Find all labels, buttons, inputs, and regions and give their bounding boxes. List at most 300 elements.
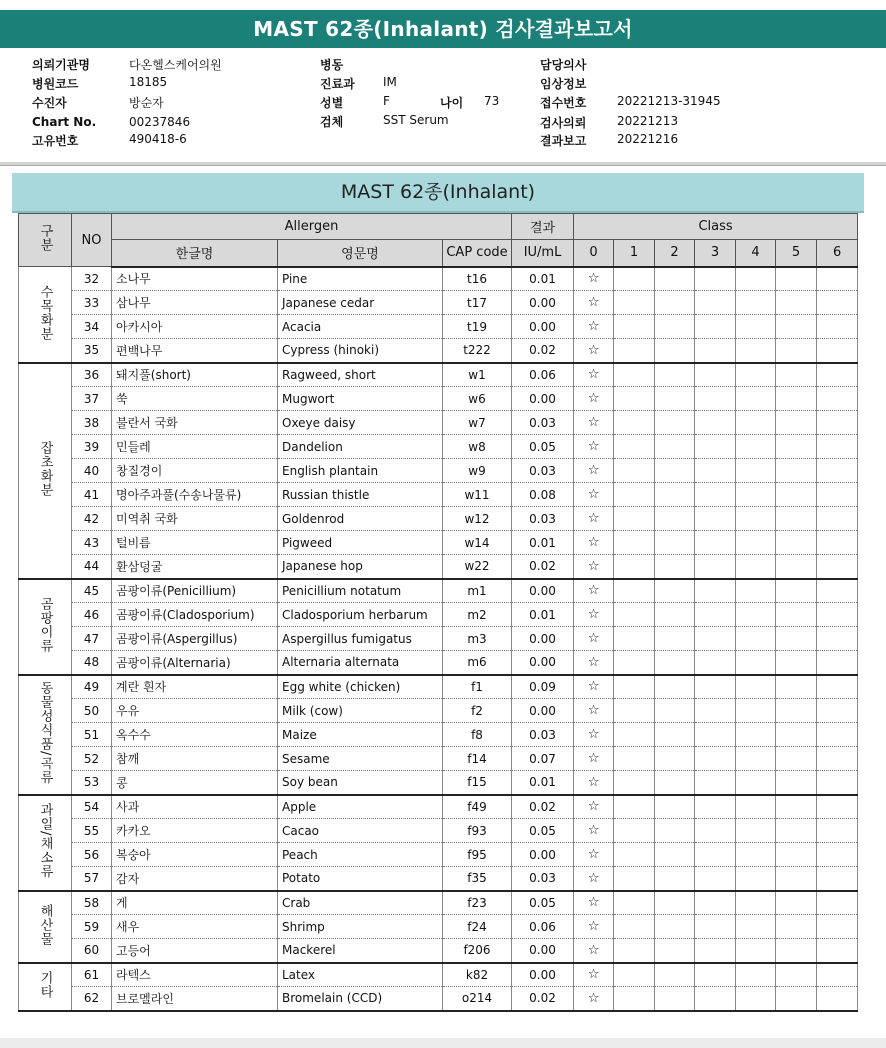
class-0-header: 0 <box>574 240 614 267</box>
class-4-cell <box>736 531 776 555</box>
result-value: 0.06 <box>512 915 574 939</box>
cap-code: m6 <box>443 651 512 675</box>
class-3-cell <box>695 747 736 771</box>
class-6-cell <box>817 627 858 651</box>
class-header: Class <box>574 214 858 240</box>
class-6-cell <box>817 387 858 411</box>
class-marker-star-icon: ☆ <box>574 675 614 699</box>
table-row <box>19 315 858 339</box>
row-no: 54 <box>72 795 112 819</box>
class-2-cell <box>655 867 695 891</box>
class-1-cell <box>614 531 655 555</box>
cap-code: f15 <box>443 771 512 795</box>
class-5-cell <box>776 771 817 795</box>
class-6-cell <box>817 843 858 867</box>
class-3-cell <box>695 603 736 627</box>
class-4-cell <box>736 267 776 291</box>
class-5-cell <box>776 747 817 771</box>
group-label <box>19 891 72 963</box>
cap-code: o214 <box>443 987 512 1011</box>
group-label-text: 기타 <box>37 971 53 999</box>
class-1-cell <box>614 987 655 1011</box>
class-5-cell <box>776 699 817 723</box>
group-label-text: 해산물 <box>37 904 53 946</box>
table-row <box>19 915 858 939</box>
result-value: 0.00 <box>512 843 574 867</box>
result-value: 0.00 <box>512 939 574 963</box>
cap-code: f49 <box>443 795 512 819</box>
class-marker-star-icon: ☆ <box>574 291 614 315</box>
english-name: Russian thistle <box>278 483 443 507</box>
group-label <box>19 363 72 579</box>
group-label <box>19 963 72 1011</box>
receipt-no-value: 20221213-31945 <box>617 94 721 108</box>
korean-name: 브로멜라인 <box>112 987 278 1011</box>
class-1-cell <box>614 939 655 963</box>
class-5-cell <box>776 627 817 651</box>
class-2-cell <box>655 291 695 315</box>
class-6-cell <box>817 483 858 507</box>
class-5-cell <box>776 315 817 339</box>
class-5-cell <box>776 267 817 291</box>
result-value: 0.00 <box>512 579 574 603</box>
collector-value: 방순자 <box>129 96 164 110</box>
class-6-cell <box>817 579 858 603</box>
result-value: 0.02 <box>512 555 574 579</box>
english-name: Bromelain (CCD) <box>278 987 443 1011</box>
class-4-cell <box>736 939 776 963</box>
korean-name: 새우 <box>112 915 278 939</box>
class-1-cell <box>614 459 655 483</box>
class-4-cell <box>736 651 776 675</box>
section-title: MAST 62종(Inhalant) <box>12 173 864 211</box>
class-6-cell <box>817 963 858 987</box>
class-5-cell <box>776 483 817 507</box>
class-1-cell <box>614 795 655 819</box>
class-3-cell <box>695 723 736 747</box>
english-name: Japanese hop <box>278 555 443 579</box>
class-4-cell <box>736 795 776 819</box>
row-no: 57 <box>72 867 112 891</box>
class-3-cell <box>695 291 736 315</box>
class-6-cell <box>817 699 858 723</box>
table-row <box>19 651 858 675</box>
class-1-cell <box>614 819 655 843</box>
class-3-cell <box>695 315 736 339</box>
class-1-cell <box>614 699 655 723</box>
unique-no-label: 고유번호 <box>32 134 79 148</box>
class-1-cell <box>614 507 655 531</box>
table-row <box>19 339 858 363</box>
cap-code: f8 <box>443 723 512 747</box>
result-value: 0.07 <box>512 747 574 771</box>
no-header: NO <box>72 214 112 267</box>
class-6-header: 6 <box>817 240 858 267</box>
class-marker-star-icon: ☆ <box>574 915 614 939</box>
korean-name: 창질경이 <box>112 459 278 483</box>
class-6-cell <box>817 291 858 315</box>
table-row <box>19 699 858 723</box>
korean-name-header: 한글명 <box>112 240 278 267</box>
class-3-cell <box>695 339 736 363</box>
class-6-cell <box>817 675 858 699</box>
korean-name: 옥수수 <box>112 723 278 747</box>
class-2-cell <box>655 483 695 507</box>
specimen-value: SST Serum <box>383 113 449 127</box>
unique-no-value: 490418-6 <box>129 132 187 146</box>
table-row <box>19 411 858 435</box>
class-2-cell <box>655 339 695 363</box>
class-4-cell <box>736 555 776 579</box>
class-5-cell <box>776 579 817 603</box>
class-2-cell <box>655 987 695 1011</box>
class-3-cell <box>695 531 736 555</box>
class-5-cell <box>776 843 817 867</box>
class-3-cell <box>695 507 736 531</box>
english-name: Ragweed, short <box>278 363 443 387</box>
class-2-cell <box>655 411 695 435</box>
korean-name: 복숭아 <box>112 843 278 867</box>
korean-name: 곰팡이류(Penicillium) <box>112 579 278 603</box>
table-row <box>19 435 858 459</box>
class-1-cell <box>614 867 655 891</box>
result-value: 0.03 <box>512 723 574 747</box>
class-marker-star-icon: ☆ <box>574 411 614 435</box>
english-name: Mugwort <box>278 387 443 411</box>
class-2-cell <box>655 315 695 339</box>
class-5-cell <box>776 867 817 891</box>
cap-code: f24 <box>443 915 512 939</box>
class-1-cell <box>614 435 655 459</box>
cap-code: m3 <box>443 627 512 651</box>
class-2-cell <box>655 939 695 963</box>
hospital-code-value: 18185 <box>129 75 168 89</box>
english-name: Penicillium notatum <box>278 579 443 603</box>
class-3-cell <box>695 987 736 1011</box>
class-marker-star-icon: ☆ <box>574 483 614 507</box>
class-3-cell <box>695 627 736 651</box>
request-date-value: 20221213 <box>617 114 679 128</box>
class-marker-star-icon: ☆ <box>574 963 614 987</box>
table-row <box>19 723 858 747</box>
korean-name: 우유 <box>112 699 278 723</box>
class-4-cell <box>736 891 776 915</box>
table-row <box>19 507 858 531</box>
class-2-cell <box>655 795 695 819</box>
result-value: 0.01 <box>512 267 574 291</box>
korean-name: 사과 <box>112 795 278 819</box>
cap-code: t19 <box>443 315 512 339</box>
table-row <box>19 291 858 315</box>
result-value: 0.03 <box>512 411 574 435</box>
class-3-cell <box>695 843 736 867</box>
class-6-cell <box>817 411 858 435</box>
age-value: 73 <box>484 94 500 108</box>
row-no: 60 <box>72 939 112 963</box>
class-5-cell <box>776 603 817 627</box>
cap-code: w11 <box>443 483 512 507</box>
table-row <box>19 363 858 387</box>
cap-code: w14 <box>443 531 512 555</box>
allergen-result-table <box>18 213 858 1012</box>
korean-name: 불란서 국화 <box>112 411 278 435</box>
class-1-cell <box>614 483 655 507</box>
result-value: 0.00 <box>512 699 574 723</box>
request-date-label: 검사의뢰 <box>540 116 587 130</box>
korean-name: 삼나무 <box>112 291 278 315</box>
korean-name: 명아주과풀(수송나물류) <box>112 483 278 507</box>
table-row <box>19 795 858 819</box>
cap-code: f2 <box>443 699 512 723</box>
class-2-cell <box>655 459 695 483</box>
class-6-cell <box>817 939 858 963</box>
class-2-cell <box>655 771 695 795</box>
korean-name: 미역취 국화 <box>112 507 278 531</box>
korean-name: 참깨 <box>112 747 278 771</box>
class-marker-star-icon: ☆ <box>574 891 614 915</box>
result-value: 0.03 <box>512 867 574 891</box>
class-marker-star-icon: ☆ <box>574 771 614 795</box>
class-4-cell <box>736 459 776 483</box>
english-name: Aspergillus fumigatus <box>278 627 443 651</box>
class-4-cell <box>736 867 776 891</box>
class-marker-star-icon: ☆ <box>574 579 614 603</box>
korean-name: 돼지풀(short) <box>112 363 278 387</box>
result-value: 0.00 <box>512 315 574 339</box>
class-5-cell <box>776 555 817 579</box>
class-2-cell <box>655 435 695 459</box>
cap-code: f93 <box>443 819 512 843</box>
table-row <box>19 459 858 483</box>
class-4-cell <box>736 747 776 771</box>
table-row <box>19 387 858 411</box>
group-label-text: 동물성식품/곡류 <box>37 681 53 785</box>
row-no: 42 <box>72 507 112 531</box>
row-no: 41 <box>72 483 112 507</box>
cap-code: f1 <box>443 675 512 699</box>
korean-name: 편백나무 <box>112 339 278 363</box>
hospital-code-label: 병원코드 <box>32 77 79 91</box>
cap-code-header: CAP code <box>443 240 512 267</box>
class-6-cell <box>817 723 858 747</box>
class-6-cell <box>817 339 858 363</box>
class-4-cell <box>736 603 776 627</box>
row-no: 48 <box>72 651 112 675</box>
korean-name: 콩 <box>112 771 278 795</box>
class-marker-star-icon: ☆ <box>574 435 614 459</box>
class-marker-star-icon: ☆ <box>574 507 614 531</box>
class-5-cell <box>776 411 817 435</box>
class-5-cell <box>776 915 817 939</box>
class-1-cell <box>614 915 655 939</box>
class-marker-star-icon: ☆ <box>574 531 614 555</box>
class-4-cell <box>736 771 776 795</box>
class-marker-star-icon: ☆ <box>574 651 614 675</box>
class-4-cell <box>736 483 776 507</box>
cap-code: w8 <box>443 435 512 459</box>
class-6-cell <box>817 747 858 771</box>
result-value: 0.01 <box>512 771 574 795</box>
class-3-cell <box>695 963 736 987</box>
class-5-cell <box>776 507 817 531</box>
english-name: Dandelion <box>278 435 443 459</box>
result-value: 0.03 <box>512 459 574 483</box>
class-4-cell <box>736 627 776 651</box>
class-4-cell <box>736 723 776 747</box>
row-no: 44 <box>72 555 112 579</box>
class-3-cell <box>695 435 736 459</box>
korean-name: 감자 <box>112 867 278 891</box>
class-3-cell <box>695 699 736 723</box>
table-row <box>19 939 858 963</box>
class-4-cell <box>736 915 776 939</box>
class-marker-star-icon: ☆ <box>574 723 614 747</box>
class-4-cell <box>736 843 776 867</box>
class-6-cell <box>817 915 858 939</box>
result-value: 0.01 <box>512 531 574 555</box>
class-marker-star-icon: ☆ <box>574 459 614 483</box>
result-value: 0.05 <box>512 819 574 843</box>
table-row <box>19 675 858 699</box>
class-2-cell <box>655 723 695 747</box>
row-no: 33 <box>72 291 112 315</box>
doctor-label: 담당의사 <box>540 58 587 72</box>
class-4-cell <box>736 363 776 387</box>
table-row <box>19 819 858 843</box>
class-1-cell <box>614 411 655 435</box>
english-name: Cypress (hinoki) <box>278 339 443 363</box>
table-row <box>19 267 858 291</box>
header-divider <box>0 162 886 166</box>
english-name: English plantain <box>278 459 443 483</box>
row-no: 58 <box>72 891 112 915</box>
class-6-cell <box>817 891 858 915</box>
class-3-cell <box>695 267 736 291</box>
class-2-cell <box>655 387 695 411</box>
class-3-cell <box>695 483 736 507</box>
result-value: 0.09 <box>512 675 574 699</box>
result-value: 0.05 <box>512 891 574 915</box>
row-no: 47 <box>72 627 112 651</box>
english-name: Goldenrod <box>278 507 443 531</box>
class-1-cell <box>614 315 655 339</box>
class-marker-star-icon: ☆ <box>574 339 614 363</box>
table-row <box>19 891 858 915</box>
cap-code: m1 <box>443 579 512 603</box>
result-value: 0.06 <box>512 363 574 387</box>
class-4-cell <box>736 411 776 435</box>
english-name: Mackerel <box>278 939 443 963</box>
class-marker-star-icon: ☆ <box>574 699 614 723</box>
class-6-cell <box>817 771 858 795</box>
report-title: MAST 62종(Inhalant) 검사결과보고서 <box>0 10 886 48</box>
class-5-cell <box>776 531 817 555</box>
class-2-cell <box>655 699 695 723</box>
class-2-cell <box>655 819 695 843</box>
class-5-cell <box>776 339 817 363</box>
allergen-header: Allergen <box>112 214 512 240</box>
class-4-cell <box>736 675 776 699</box>
clinical-info-label: 임상정보 <box>540 77 587 91</box>
table-row <box>19 531 858 555</box>
class-5-cell <box>776 795 817 819</box>
class-5-header: 5 <box>776 240 817 267</box>
english-name: Latex <box>278 963 443 987</box>
row-no: 61 <box>72 963 112 987</box>
korean-name: 아카시아 <box>112 315 278 339</box>
result-value: 0.00 <box>512 627 574 651</box>
ward-label: 병동 <box>320 58 344 72</box>
row-no: 51 <box>72 723 112 747</box>
group-label-text: 수목화분 <box>37 284 53 341</box>
class-6-cell <box>817 267 858 291</box>
group-label-text: 과일/채소류 <box>37 803 53 879</box>
english-name-header: 영문명 <box>278 240 443 267</box>
cap-code: w12 <box>443 507 512 531</box>
row-no: 35 <box>72 339 112 363</box>
result-value: 0.02 <box>512 339 574 363</box>
class-3-cell <box>695 915 736 939</box>
row-no: 45 <box>72 579 112 603</box>
class-4-cell <box>736 699 776 723</box>
class-1-cell <box>614 339 655 363</box>
table-row <box>19 603 858 627</box>
class-2-cell <box>655 843 695 867</box>
class-1-cell <box>614 555 655 579</box>
class-1-cell <box>614 771 655 795</box>
group-label <box>19 579 72 675</box>
cap-code: t17 <box>443 291 512 315</box>
row-no: 56 <box>72 843 112 867</box>
class-marker-star-icon: ☆ <box>574 627 614 651</box>
group-label <box>19 675 72 795</box>
class-6-cell <box>817 363 858 387</box>
class-4-cell <box>736 339 776 363</box>
table-row <box>19 555 858 579</box>
group-label-text: 곰팡이류 <box>37 597 53 653</box>
class-marker-star-icon: ☆ <box>574 939 614 963</box>
class-marker-star-icon: ☆ <box>574 555 614 579</box>
class-2-cell <box>655 267 695 291</box>
class-2-cell <box>655 891 695 915</box>
class-5-cell <box>776 987 817 1011</box>
class-1-cell <box>614 651 655 675</box>
class-2-cell <box>655 915 695 939</box>
class-6-cell <box>817 435 858 459</box>
class-6-cell <box>817 315 858 339</box>
result-value: 0.00 <box>512 963 574 987</box>
class-marker-star-icon: ☆ <box>574 315 614 339</box>
english-name: Crab <box>278 891 443 915</box>
class-4-cell <box>736 387 776 411</box>
table-row <box>19 579 858 603</box>
row-no: 52 <box>72 747 112 771</box>
class-4-cell <box>736 579 776 603</box>
institution-value: 다온헬스케어의원 <box>129 58 222 72</box>
class-4-cell <box>736 987 776 1011</box>
row-no: 43 <box>72 531 112 555</box>
row-no: 46 <box>72 603 112 627</box>
row-no: 59 <box>72 915 112 939</box>
class-marker-star-icon: ☆ <box>574 819 614 843</box>
korean-name: 곰팡이류(Alternaria) <box>112 651 278 675</box>
class-3-cell <box>695 771 736 795</box>
row-no: 62 <box>72 987 112 1011</box>
class-2-header: 2 <box>655 240 695 267</box>
korean-name: 고등어 <box>112 939 278 963</box>
class-5-cell <box>776 819 817 843</box>
korean-name: 카카오 <box>112 819 278 843</box>
